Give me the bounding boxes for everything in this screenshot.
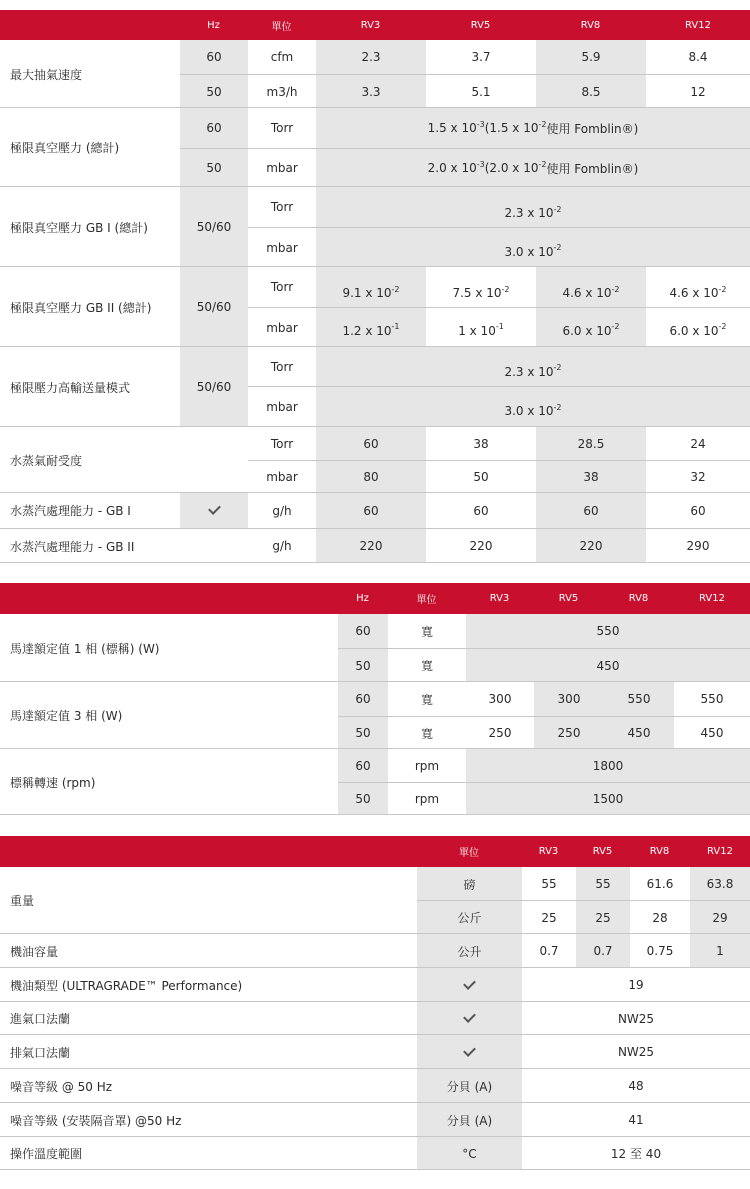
val: 28.5 [577,437,605,451]
hz-60: 60 [355,692,371,706]
header-rv3: RV3 [466,583,533,614]
val: 60 [690,503,706,518]
merged-value: 12 至 40 [610,1147,662,1161]
val: 63.8 [706,877,734,891]
unit-torr: Torr [270,200,294,214]
val: 9.1 x 10 $^{-2}$ [342,284,400,300]
hz-60: 60 [206,50,222,64]
unit-w: 寬 [420,726,433,741]
val: 60 [473,503,489,518]
hz-5060: 50/60 [196,300,232,314]
row-label-oil-type: 機油類型 (ULTRAGRADE™ Performance) [10,978,243,993]
unit-mbar: mbar [266,320,298,335]
unit-kg: 公斤 [457,911,482,925]
val: 290 [686,539,710,553]
unit-mbar: mbar [266,400,298,414]
header-rv5: RV5 [534,583,603,614]
unit-torr: Torr [270,121,294,135]
val: 50 [473,470,489,484]
val: 1 [716,944,724,958]
hz-60: 60 [355,758,371,773]
row-label-oil-capacity: 機油容量 [10,944,59,959]
val: 6.0 x 10 $^{-2}$ [669,322,727,338]
val: 0.7 [539,944,559,958]
val: 12 [690,84,706,99]
merged-value: NW25 [617,1045,655,1059]
header-hz: Hz [180,10,247,40]
row-label-ultimate-total: 極限真空壓力 (總計) [10,141,120,155]
val: 4.6 x 10 $^{-2}$ [669,284,727,300]
row-label-motor-1-phase: 馬達額定值 1 相 (標稱) (W) [10,641,160,656]
merged-value: 3.0 x 10 $^{-2}$ [504,243,562,259]
val: 29 [712,910,728,925]
check-icon [417,1002,522,1035]
row-label-high-throughput: 極限壓力高輸送量模式 [10,380,131,395]
val: 300 [488,692,512,706]
header-rv8: RV8 [630,836,689,867]
val: 32 [690,470,706,484]
merged-value: NW25 [617,1011,655,1026]
row-label-max-speed: 最大抽氣速度 [10,67,83,82]
val: 220 [579,539,603,553]
row-label-motor-3-phase: 馬達額定值 3 相 (W) [10,709,123,723]
unit-w: 寬 [420,692,433,707]
row-label-exhaust-flange: 排氣口法蘭 [10,1045,71,1060]
val: 1.2 x 10 $^{-1}$ [342,322,400,338]
merged-value: 1500 [592,792,624,806]
unit-rpm: rpm [414,758,440,773]
row-label-water-handling-gb1: 水蒸汽處理能力 - GB I [10,504,131,518]
val: 250 [557,726,581,740]
unit-mbar: mbar [266,470,298,484]
val: 250 [488,726,512,740]
val: 28 [652,910,668,925]
val: 60 [363,437,379,451]
merged-value: 3.0 x 10 $^{-2}$ [504,402,562,418]
header-rv5: RV5 [426,10,535,40]
hz-5060: 50/60 [196,220,232,234]
merged-value: 2.3 x 10 $^{-2}$ [504,204,562,220]
header-hz: Hz [338,583,387,614]
row-label-rated-speed: 標稱轉速 (rpm) [10,775,96,790]
val: 300 [557,692,581,706]
unit-cfm: cfm [270,50,294,64]
row-label-inlet-flange: 進氣口法蘭 [10,1012,71,1026]
header-rv8: RV8 [604,583,673,614]
row-label-ultimate-gb1: 極限真空壓力 GB I (總計) [10,220,148,235]
row-label-water-handling-gb2: 水蒸汽處理能力 - GB II [10,539,135,554]
val: 550 [627,692,651,706]
merged-value: 1.5 x 10 $^{-3}$ (1.5 x 10 $^{-2}$ 使用 Fomblin®) [427,119,639,136]
merged-value: 550 [596,624,620,638]
val: 25 [595,910,611,925]
merged-value: 2.3 x 10 $^{-2}$ [504,363,562,379]
val: 61.6 [646,877,674,891]
val: 55 [541,877,557,891]
merged-value: 48 [628,1079,644,1093]
val: 2.3 [361,50,381,64]
row-label-noise: 噪音等級 @ 50 Hz [10,1079,113,1094]
hz-60: 60 [355,624,371,638]
header-rv12: RV12 [674,583,750,614]
val: 80 [363,470,379,484]
val: 38 [583,470,599,484]
val: 450 [627,726,651,740]
spec-table-performance [0,0,750,565]
unit-torr: Torr [270,437,294,451]
val: 60 [363,503,379,518]
unit-w: 寬 [420,624,433,639]
header-rv12: RV12 [690,836,750,867]
unit-dba: 分貝 (A) [446,1113,493,1128]
merged-value: 1800 [592,758,624,773]
row-label-noise-enclosure: 噪音等級 (安裝隔音罩) @50 Hz [10,1113,182,1128]
unit-gh: g/h [272,539,292,553]
hz-50: 50 [355,658,371,673]
header-unit: 單位 [248,10,315,40]
unit-rpm: rpm [414,792,440,806]
val: 3.7 [471,50,491,64]
val: 450 [700,726,724,740]
val: 4.6 x 10 $^{-2}$ [562,284,620,300]
unit-mbar: mbar [266,161,298,175]
unit-torr: Torr [270,280,294,294]
hz-50: 50 [355,792,371,806]
merged-value: 19 [628,978,644,992]
row-label-operating-temp: 操作溫度範圍 [10,1147,83,1161]
val: 5.1 [471,84,491,99]
val: 8.4 [688,50,708,64]
header-rv8: RV8 [536,10,645,40]
unit-dba: 分貝 (A) [446,1079,493,1094]
unit-mbar: mbar [266,240,298,255]
row-label-ultimate-gb2: 極限真空壓力 GB II (總計) [10,300,152,315]
val: 24 [690,437,706,451]
unit-litre: 公升 [457,944,482,959]
val: 38 [473,437,489,451]
hz-50: 50 [206,84,222,99]
merged-value: 41 [628,1113,644,1127]
unit-lb: 磅 [463,877,476,892]
header-rv3: RV3 [316,10,425,40]
unit-celsius: °C [462,1146,477,1161]
unit-gh: g/h [272,503,292,518]
val: 0.7 [593,944,613,958]
val: 550 [700,692,724,706]
unit-torr: Torr [270,359,294,374]
val: 6.0 x 10 $^{-2}$ [562,322,620,338]
row-label-weight: 重量 [10,894,35,908]
hz-60: 60 [206,121,222,135]
unit-m3h: m3/h [266,84,298,99]
val: 1 x 10 $^{-1}$ [458,322,504,338]
hz-50: 50 [355,726,371,740]
check-icon [417,968,522,1002]
header-rv5: RV5 [576,836,629,867]
unit-w: 寬 [420,659,433,673]
header-unit: 單位 [417,836,521,867]
header-rv12: RV12 [646,10,750,40]
header-rv3: RV3 [522,836,575,867]
val: 5.9 [581,50,601,64]
header-unit: 單位 [388,583,465,614]
val: 0.75 [646,944,674,958]
check-icon [417,1035,522,1069]
val: 7.5 x 10 $^{-2}$ [452,284,510,300]
val: 220 [359,539,383,553]
val: 60 [583,503,599,518]
check-icon [180,493,248,528]
row-label-water-vapour-tolerance: 水蒸氣耐受度 [10,453,83,468]
val: 25 [541,910,557,925]
val: 220 [469,539,493,553]
val: 8.5 [581,84,601,99]
hz-50: 50 [206,161,222,175]
val: 55 [595,877,611,891]
merged-value: 2.0 x 10 $^{-3}$ (2.0 x 10 $^{-2}$ 使用 Fomblin®) [427,159,639,176]
merged-value: 450 [596,658,620,673]
val: 3.3 [361,84,381,99]
hz-5060: 50/60 [196,380,232,394]
